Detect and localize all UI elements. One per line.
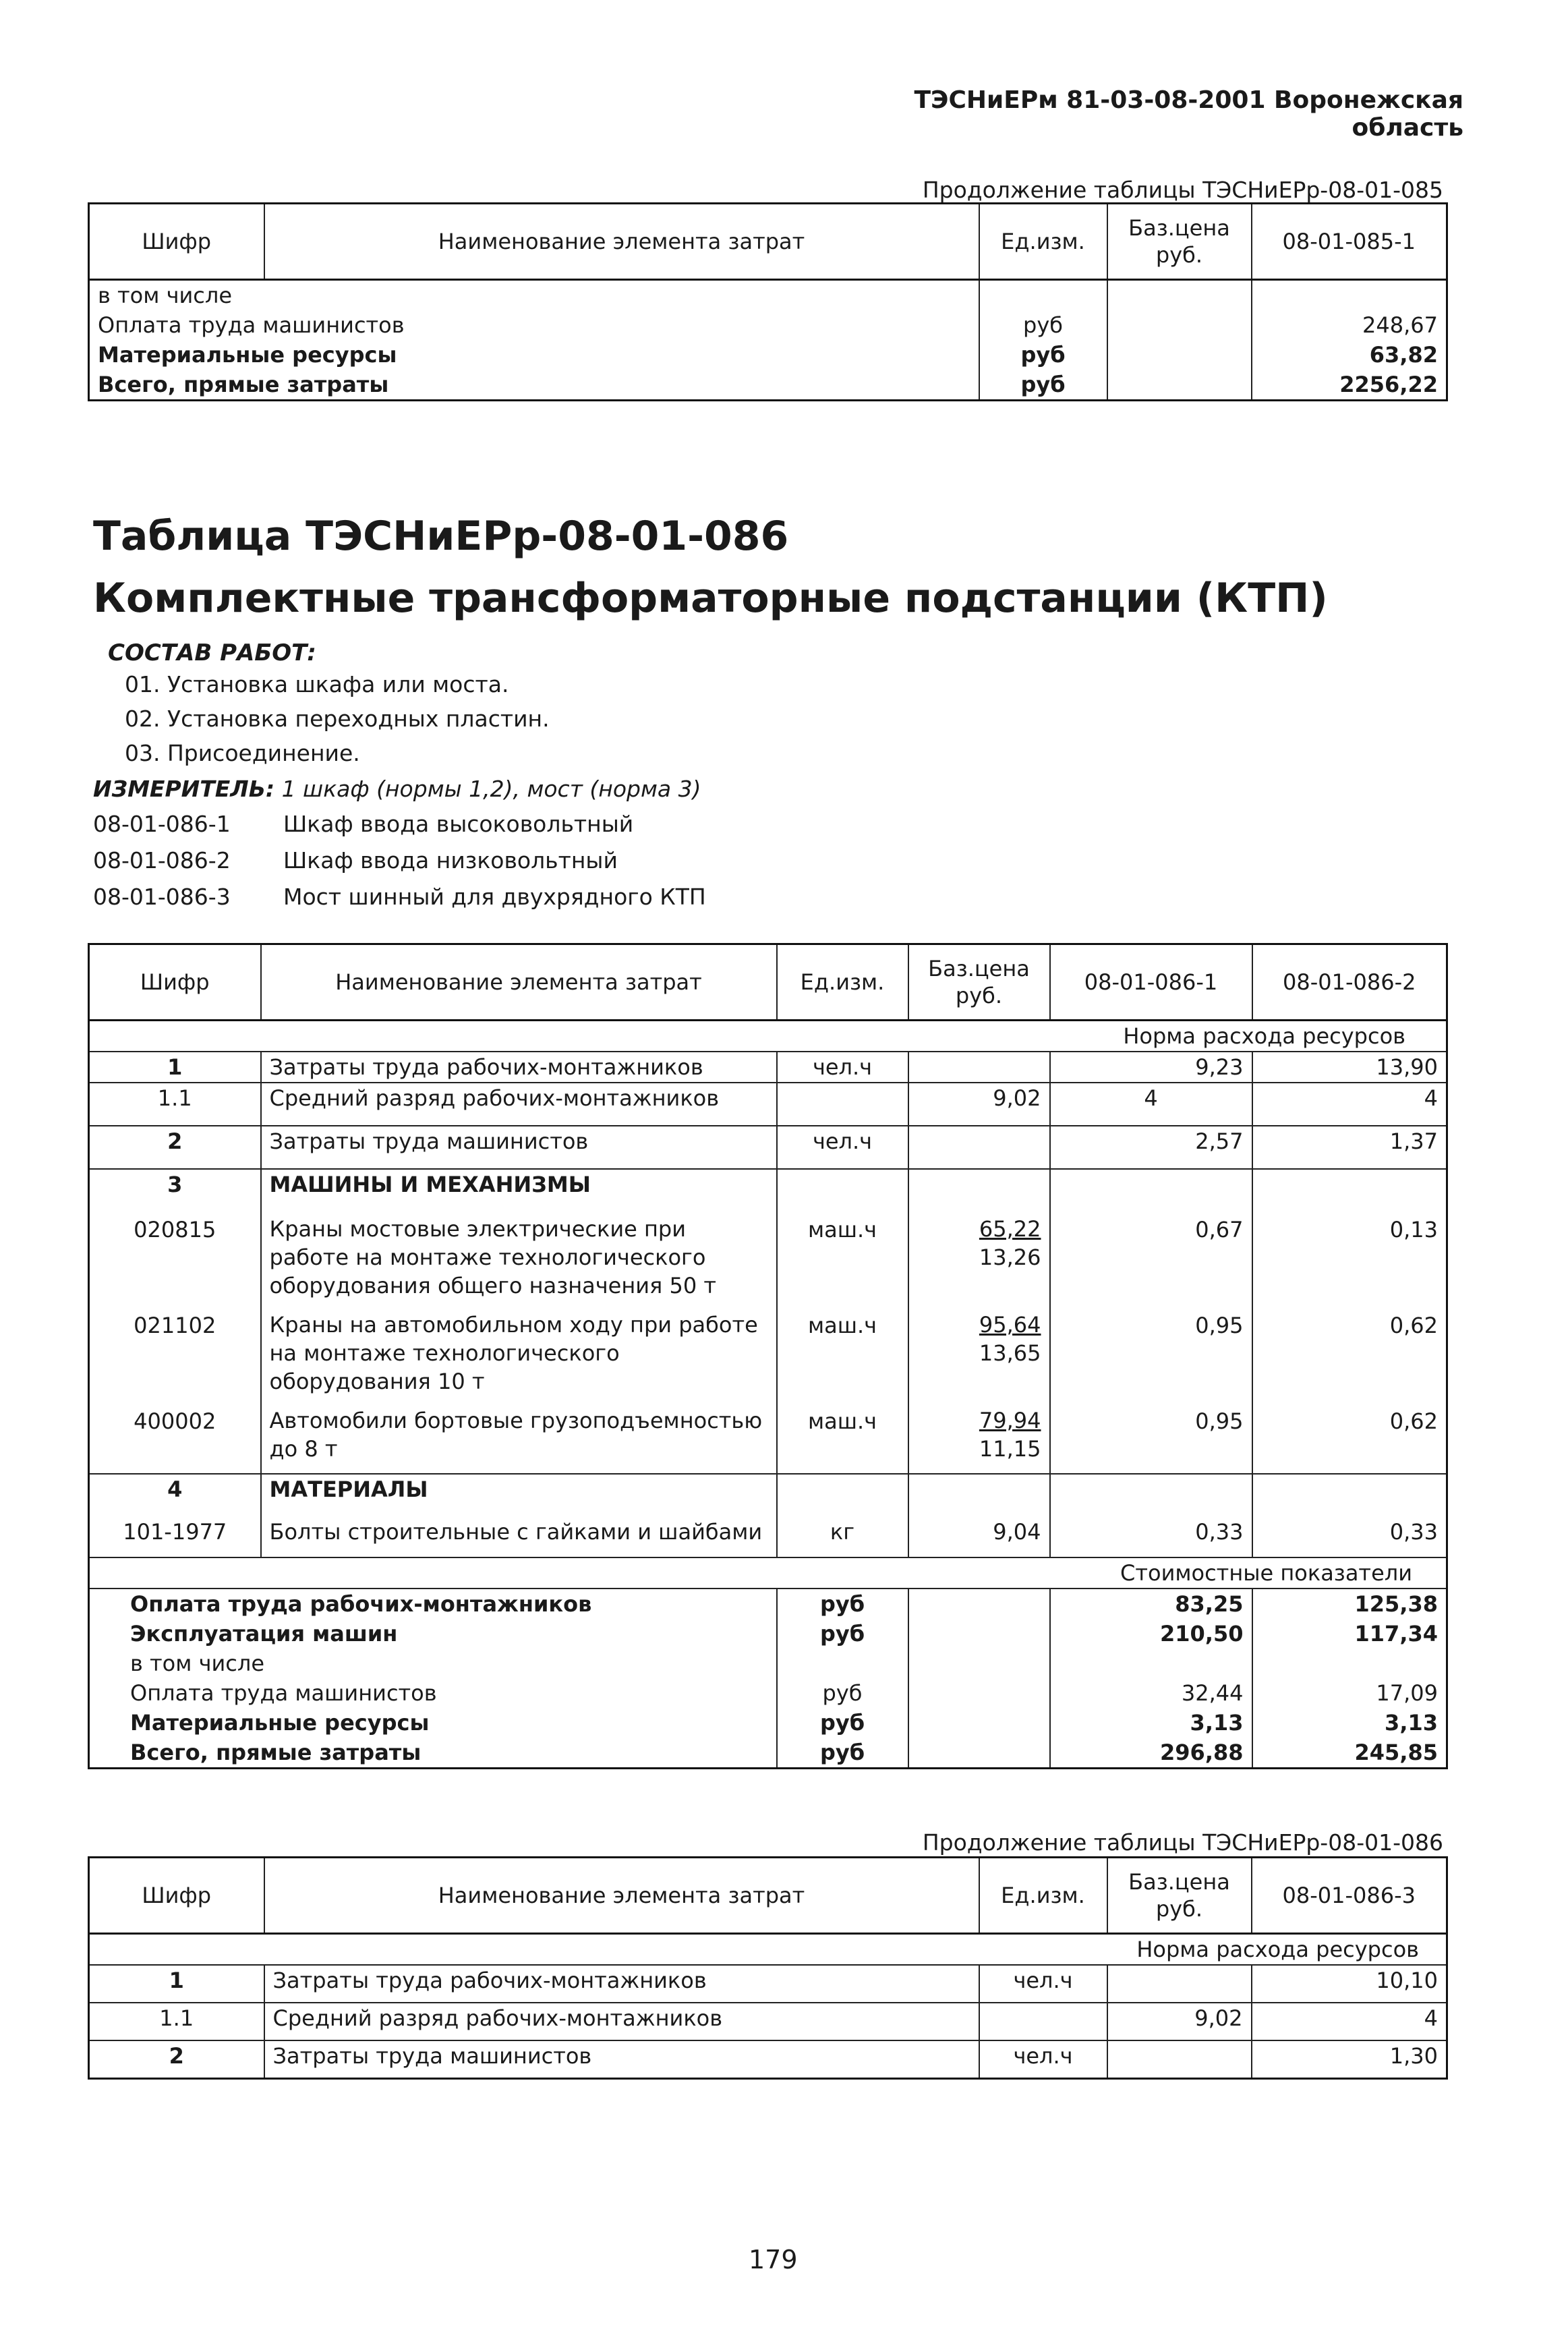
table-row: Оплата труда машинистов руб 32,44 17,09	[89, 1678, 1447, 1708]
bottom-table-continuation: Продолжение таблицы ТЭСНиЕРр-08-01-086	[922, 1829, 1443, 1856]
norm-name: Шкаф ввода высоковольтный	[283, 811, 634, 837]
section-title: Таблица ТЭСНиЕРр-08-01-086	[93, 513, 789, 560]
col-norm: 08-01-085-1	[1252, 204, 1447, 280]
norm-band: Норма расхода ресурсов	[89, 1934, 1447, 1966]
col-code: Шифр	[89, 1858, 264, 1934]
table-row: 020815 Краны мостовые электрические при работе на монтаже технологического оборудования общего назначения 50 т маш.ч 65,22 13,26 0,67 0,13	[89, 1215, 1447, 1311]
col-name: Наименование элемента затрат	[264, 204, 979, 280]
main-table-header	[89, 944, 1447, 1021]
norm-name: Шкаф ввода низковольтный	[283, 847, 618, 874]
table-row: 3 МАШИНЫ И МЕХАНИЗМЫ	[89, 1169, 1447, 1215]
col-norm-3: 08-01-086-3	[1252, 1858, 1447, 1934]
col-name: Наименование элемента затрат	[264, 1858, 979, 1934]
table-row: 1 Затраты труда рабочих-монтажников чел.ч 10,10	[89, 1965, 1447, 2003]
work-item: 01. Установка шкафа или моста.	[125, 671, 509, 697]
work-item: 03. Присоединение.	[125, 740, 360, 766]
table-row: 1 Затраты труда рабочих-монтажников чел.ч 9,23 13,90	[89, 1052, 1447, 1083]
table-row: Эксплуатация машин руб 210,50 117,34	[89, 1619, 1447, 1649]
top-table-continuation: Продолжение таблицы ТЭСНиЕРр-08-01-085	[922, 177, 1443, 203]
norm-code: 08-01-086-3	[93, 884, 231, 910]
table-row: Материальные ресурсы руб 63,82	[89, 340, 1447, 370]
col-code: Шифр	[89, 204, 264, 280]
document-header: ТЭСНиЕРм 81-03-08-2001 Воронежская область	[914, 86, 1463, 142]
table-row: 400002 Автомобили бортовые грузоподъемностью до 8 т маш.ч 79,94 11,15 0,95 0,62	[89, 1406, 1447, 1474]
top-table-header	[89, 204, 1447, 280]
table-row: 2 Затраты труда машинистов чел.ч 1,30	[89, 2040, 1447, 2078]
table-row: 1.1 Средний разряд рабочих-монтажников 9,02 4 4	[89, 1083, 1447, 1126]
col-norm-1: 08-01-086-1	[1050, 944, 1252, 1021]
norm-code: 08-01-086-1	[93, 811, 231, 837]
table-row: 4 МАТЕРИАЛЫ	[89, 1474, 1447, 1517]
table-row: 021102 Краны на автомобильном ходу при работе на монтаже технологического оборудования 10 т маш.ч 95,64 13,65 0,95 0,62	[89, 1311, 1447, 1406]
table-row: 1.1 Средний разряд рабочих-монтажников 9,02 4	[89, 2003, 1447, 2040]
table-row: Всего, прямые затраты руб 2256,22	[89, 370, 1447, 401]
cost-band: Стоимостные показатели	[89, 1557, 1447, 1589]
col-price: Баз.цена руб.	[1107, 204, 1252, 280]
page-number: 179	[749, 2245, 798, 2275]
top-table	[88, 202, 1448, 401]
works-label: СОСТАВ РАБОТ:	[108, 639, 316, 666]
bottom-table-header	[89, 1858, 1447, 1934]
col-norm-2: 08-01-086-2	[1252, 944, 1447, 1021]
col-unit: Ед.изм.	[777, 944, 908, 1021]
col-price: Баз.цена руб.	[1107, 1858, 1252, 1934]
table-row: в том числе	[89, 1649, 1447, 1678]
table-row: Материальные ресурсы руб 3,13 3,13	[89, 1708, 1447, 1738]
main-table	[88, 943, 1448, 1769]
col-price: Баз.цена руб.	[908, 944, 1050, 1021]
norm-name: Мост шинный для двухрядного КТП	[283, 884, 706, 910]
table-row: Оплата труда рабочих-монтажников руб 83,25 125,38	[89, 1589, 1447, 1619]
meter-label: ИЗМЕРИТЕЛЬ:	[93, 776, 275, 802]
col-unit: Ед.изм.	[979, 204, 1107, 280]
meter-text: 1 шкаф (нормы 1,2), мост (норма 3)	[281, 776, 701, 802]
table-row: Оплата труда машинистов руб 248,67	[89, 310, 1447, 340]
norm-band: Норма расхода ресурсов	[89, 1021, 1447, 1052]
col-unit: Ед.изм.	[979, 1858, 1107, 1934]
table-row: Всего, прямые затраты руб 296,88 245,85	[89, 1738, 1447, 1769]
col-code: Шифр	[89, 944, 261, 1021]
work-item: 02. Установка переходных пластин.	[125, 706, 550, 732]
col-name: Наименование элемента затрат	[261, 944, 777, 1021]
bottom-table	[88, 1856, 1448, 2080]
meter-line	[93, 776, 701, 802]
table-row: 2 Затраты труда машинистов чел.ч 2,57 1,37	[89, 1126, 1447, 1169]
table-row: 101-1977 Болты строительные с гайками и шайбами кг 9,04 0,33 0,33	[89, 1517, 1447, 1557]
norm-code: 08-01-086-2	[93, 847, 231, 874]
table-row: в том числе	[89, 280, 1447, 311]
section-subtitle: Комплектные трансформаторные подстанции (КТП)	[93, 575, 1328, 622]
